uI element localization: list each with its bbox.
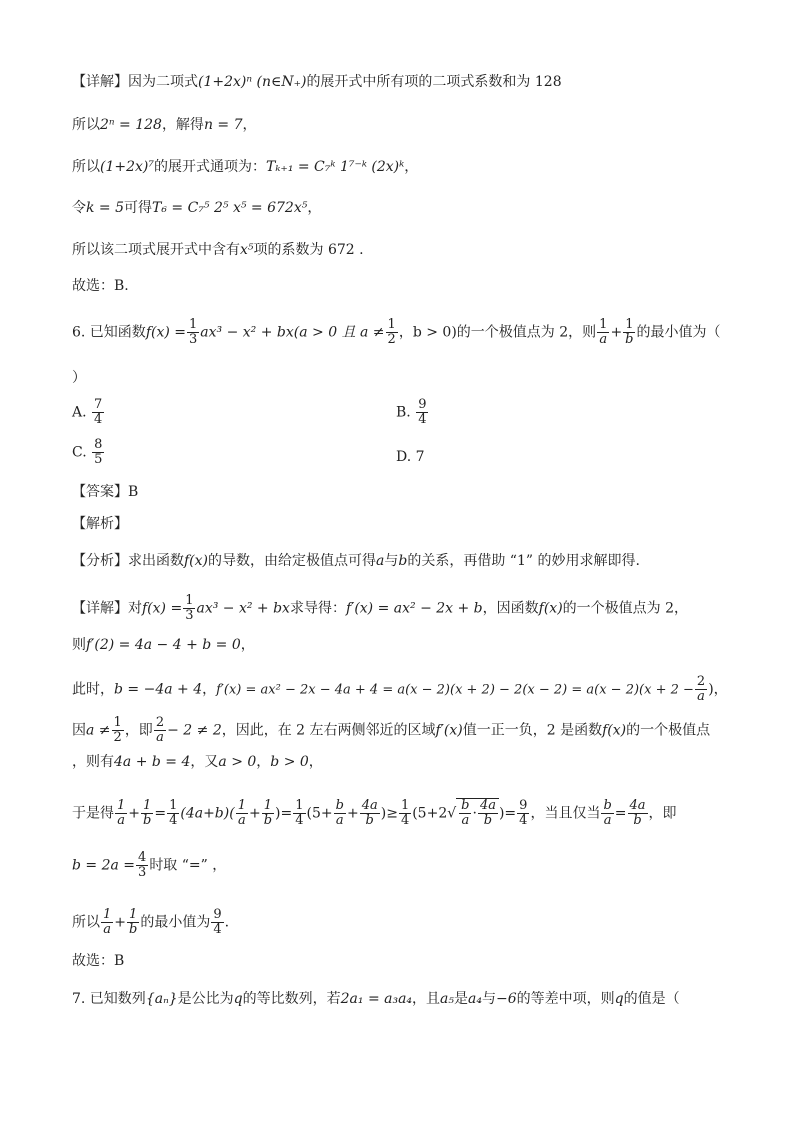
- fraction: $\frac{7}{4}$: [94, 397, 103, 427]
- detail-6-choice: 故选：B: [72, 953, 125, 969]
- fraction: $\frac{1}{2}$: [113, 715, 122, 745]
- fraction: $\frac{4}{3}$: [138, 850, 147, 880]
- fraction: $\frac{1}{a}$: [599, 317, 608, 347]
- fraction: $\frac{1}{3}$: [189, 317, 198, 347]
- detail-tag: 【详解】: [72, 74, 128, 90]
- detail-6-line-8: 所以 $\frac{1}{a}$ + $\frac{1}{b}$ 的最小值为 $\frac{9}{4}$ .: [72, 907, 230, 937]
- analysis-text: 【分析】求出函数f(x)的导数，由给定极值点可得a与b的关系，再借助 “1” 的妙用求解即得.: [72, 553, 640, 569]
- detail-line-1: 【详解】因为二项式(1+2x)ⁿ (n∈N₊)的展开式中所有项的二项式系数和为 128: [72, 74, 562, 90]
- detail-6-line-6: 于是得 $\frac{1}{a}$ + $\frac{1}{b}$ = $\frac{1}{4}$ (4a+b)( $\frac{1}{a}$ + $\frac{1}{b}$ )= $\frac{1}{4}$ (5+ $\frac{b}{a}$ + $\frac{4a}{b}$ )≥ $\frac{1}{4}$ (5+2√ $\frac{b}{a}$ · $\frac{4a}{b}$ )= $\frac{9}{4}$ ，当且仅当 $\frac{b}{a}$ = $\frac{4a}{b}$ ，即: [72, 798, 677, 828]
- detail-line-3: 所以(1+2x)⁷的展开式通项为：Tₖ₊₁ = C₇ᵏ 1⁷⁻ᵏ (2x)ᵏ，: [72, 159, 419, 175]
- option-c: C. $\frac{8}{5}$: [72, 437, 103, 467]
- detail-line-4: 令k = 5可得T₆ = C₇⁵ 2⁵ x⁵ = 672x⁵，: [72, 200, 322, 216]
- option-d: D. 7: [396, 449, 425, 465]
- answer-line: 【答案】B: [72, 484, 139, 500]
- choice-line: 故选：B.: [72, 278, 129, 294]
- fraction: $\frac{8}{5}$: [94, 437, 103, 467]
- detail-6-line-1: 【详解】对f(x) = $\frac{1}{3}$ ax³ − x² + bx求导得：f′(x) = ax² − 2x + b，因函数f(x)的一个极值点为 2，: [72, 593, 689, 623]
- analysis-heading: 【解析】: [72, 516, 128, 532]
- fraction: $\frac{9}{4}$: [418, 397, 427, 427]
- detail-6-line-4: 因a ≠ $\frac{1}{2}$ ，即 $\frac{2}{a}$ − 2 ≠ 2，因此，在 2 左右两侧邻近的区域f′(x)值一正一负，2 是函数f(x)的一个极值点: [72, 715, 711, 745]
- fraction: $\frac{1}{b}$: [625, 317, 634, 347]
- detail-6-line-2: 则f′(2) = 4a − 4 + b = 0，: [72, 637, 255, 653]
- fraction: $\frac{1}{2}$: [387, 317, 396, 347]
- detail-6-line-5: ，则有4a + b = 4，又a > 0，b > 0，: [72, 754, 323, 770]
- option-a: A. $\frac{7}{4}$: [72, 397, 103, 427]
- question-6-stem: 6. 已知函数f(x) = $\frac{1}{3}$ ax³ − x² + bx(a > 0 且 a ≠ $\frac{1}{2}$ ，b > 0)的一个极值点为 2，则 $\frac{1}{a}$ + $\frac{1}{b}$ 的最小值为（: [72, 317, 721, 347]
- fraction: $\frac{1}{3}$: [185, 593, 194, 623]
- question-7-stem: 7. 已知数列{aₙ}是公比为q的等比数列，若2a₁ = a₃a₄，且a₅是a₄与−6的等差中项，则q的值是（: [72, 991, 680, 1007]
- detail-6-line-7: b = 2a = $\frac{4}{3}$ 时取 “=” ，: [72, 850, 227, 880]
- fraction: $\frac{2}{a}$: [155, 715, 165, 745]
- fraction: $\frac{9}{4}$: [213, 907, 222, 937]
- option-b: B. $\frac{9}{4}$: [396, 397, 427, 427]
- question-6-stem-close: ）: [72, 370, 86, 386]
- detail-line-5: 所以该二项式展开式中含有x⁵项的系数为 672 .: [72, 242, 364, 258]
- detail-6-line-3: 此时，b = −4a + 4，f′(x) = ax² − 2x − 4a + 4 = a(x − 2)(x + 2) − 2(x − 2) = a(x − 2)(x + 2 − $\frac{2}{a}$ )，: [72, 674, 728, 704]
- fraction: $\frac{2}{a}$: [696, 674, 706, 704]
- detail-line-2: 所以2ⁿ = 128，解得n = 7，: [72, 117, 257, 133]
